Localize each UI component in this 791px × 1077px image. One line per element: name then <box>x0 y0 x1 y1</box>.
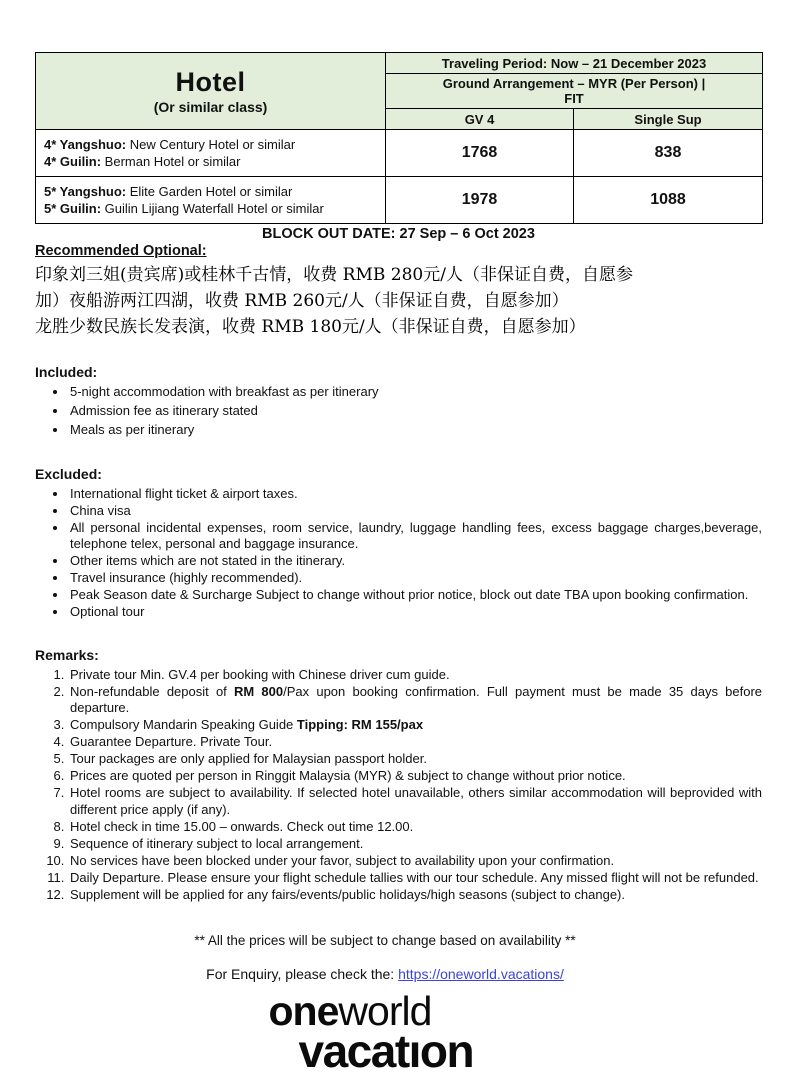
optional-tour-line: 加）夜船游两江四湖，收费 RMB 260元/人（非保证自费，自愿参加） <box>35 291 569 311</box>
list-item: • Optional tour <box>68 604 762 621</box>
list-item: 12. Supplement will be applied for any fairs/events/public holidays/high seasons (subject to change). <box>68 887 762 904</box>
hotel-name: Guilin Lijiang Waterfall Hotel or similar <box>101 201 324 216</box>
list-item: • Travel insurance (highly recommended). <box>68 570 762 587</box>
optional-tour-line: 龙胜少数民族长发表演，收费 RMB 180元/人（非保证自费，自愿参加） <box>35 317 586 337</box>
remarks-heading: Remarks: <box>35 646 99 663</box>
price-single-sup-5star: 1088 <box>574 177 763 224</box>
hotel-city-label: 5* Guilin: <box>44 201 102 216</box>
hotel-name: New Century Hotel or similar <box>126 137 296 152</box>
list-item: • Other items which are not stated in the itinerary. <box>68 553 762 570</box>
column-header-gv4: GV 4 <box>386 109 574 130</box>
excluded-heading: Excluded: <box>35 465 102 482</box>
included-list <box>35 384 762 439</box>
hotel-name: Elite Garden Hotel or similar <box>126 184 293 199</box>
list-item: 6. Prices are quoted per person in Ringgit Malaysia (MYR) & subject to change without prior notice. <box>68 768 762 785</box>
oneworld-vacation-logo <box>268 988 529 1077</box>
excluded-list <box>35 486 762 621</box>
availability-note: ** All the prices will be subject to change based on availability ** <box>194 933 576 948</box>
included-section <box>35 364 762 439</box>
list-item: • All personal incidental expenses, room service, laundry, luggage handling fees, excess baggage charges,beverage, telephone telex, personal and baggage insurance. <box>68 520 762 553</box>
list-item: • International flight ticket & airport taxes. <box>68 486 762 503</box>
logo-vacation: vacatıon <box>298 1025 474 1077</box>
list-item: 1. Private tour Min. GV.4 per booking with Chinese driver cum guide. <box>68 667 762 684</box>
list-item: 7. Hotel rooms are subject to availability. If selected hotel unavailable, others similar accommodation will beprovided with different price apply (if any). <box>68 785 762 818</box>
list-item: 11. Daily Departure. Please ensure your flight schedule tallies with our tour schedule. Any missed flight will not be refunded. <box>68 870 762 887</box>
ground-arrangement-line1: Ground Arrangement – MYR (Per Person) | <box>442 76 706 91</box>
list-item: 10. No services have been blocked under your favor, subject to availability upon your confirmation. <box>68 853 762 870</box>
table-row <box>36 177 763 224</box>
list-item: 3. Compulsory Mandarin Speaking Guide Tipping: RM 155/pax <box>68 717 762 734</box>
list-item: • Admission fee as itinerary stated <box>68 403 762 420</box>
list-item: • Peak Season date & Surcharge Subject to change without prior notice, block out date TBA upon booking confirmation. <box>68 587 762 604</box>
logo-one: one <box>268 988 339 1034</box>
list-item: • 5-night accommodation with breakfast as per itinerary <box>68 384 762 401</box>
ground-arrangement-line2: FIT <box>564 91 584 106</box>
hotel-price-table <box>35 52 763 224</box>
enquiry-link[interactable]: https://oneworld.vacations/ <box>398 966 564 982</box>
remarks-section <box>35 647 762 904</box>
list-item: 9. Sequence of itinerary subject to local arrangement. <box>68 836 762 853</box>
hotel-city-label: 5* Yangshuo: <box>44 184 127 199</box>
optional-tour-line: 印象刘三姐(贵宾席)或桂林千古情，收费 RMB 280元/人（非保证自费，自愿参 <box>35 265 633 285</box>
hotel-description-4star <box>36 130 386 177</box>
logo-world: world <box>338 988 432 1034</box>
traveling-period-header: Traveling Period: Now – 21 December 2023 <box>386 53 763 74</box>
list-item: 5. Tour packages are only applied for Malaysian passport holder. <box>68 751 762 768</box>
list-item: 2. Non-refundable deposit of RM 800/Pax upon booking confirmation. Full payment must be made 35 days before departure. <box>68 684 762 717</box>
included-heading: Included: <box>35 364 98 380</box>
list-item: • China visa <box>68 503 762 520</box>
hotel-title: Hotel <box>175 67 246 97</box>
remarks-list <box>35 667 762 904</box>
price-single-sup-4star: 838 <box>574 130 763 177</box>
hotel-name: Berman Hotel or similar <box>101 154 241 169</box>
recommended-optional-list <box>35 262 762 340</box>
price-gv4-5star: 1978 <box>386 177 574 224</box>
list-item: 4. Guarantee Departure. Private Tour. <box>68 734 762 751</box>
hotel-subtitle: (Or similar class) <box>153 99 268 115</box>
list-item: 8. Hotel check in time 15.00 – onwards. Check out time 12.00. <box>68 819 762 836</box>
recommended-optional-heading: Recommended Optional: <box>35 243 207 259</box>
enquiry-prefix: For Enquiry, please check the: <box>206 966 399 982</box>
table-row <box>36 130 763 177</box>
excluded-section <box>35 466 762 621</box>
hotel-city-label: 4* Guilin: <box>44 154 102 169</box>
enquiry-line <box>35 966 735 982</box>
list-item: • Meals as per itinerary <box>68 422 762 439</box>
ground-arrangement-header <box>386 74 763 109</box>
price-gv4-4star: 1768 <box>386 130 574 177</box>
hotel-city-label: 4* Yangshuo: <box>44 137 127 152</box>
hotel-description-5star <box>36 177 386 224</box>
hotel-header-cell <box>36 53 386 130</box>
column-header-single-sup: Single Sup <box>574 109 763 130</box>
block-out-date: BLOCK OUT DATE: 27 Sep – 6 Oct 2023 <box>262 226 535 242</box>
